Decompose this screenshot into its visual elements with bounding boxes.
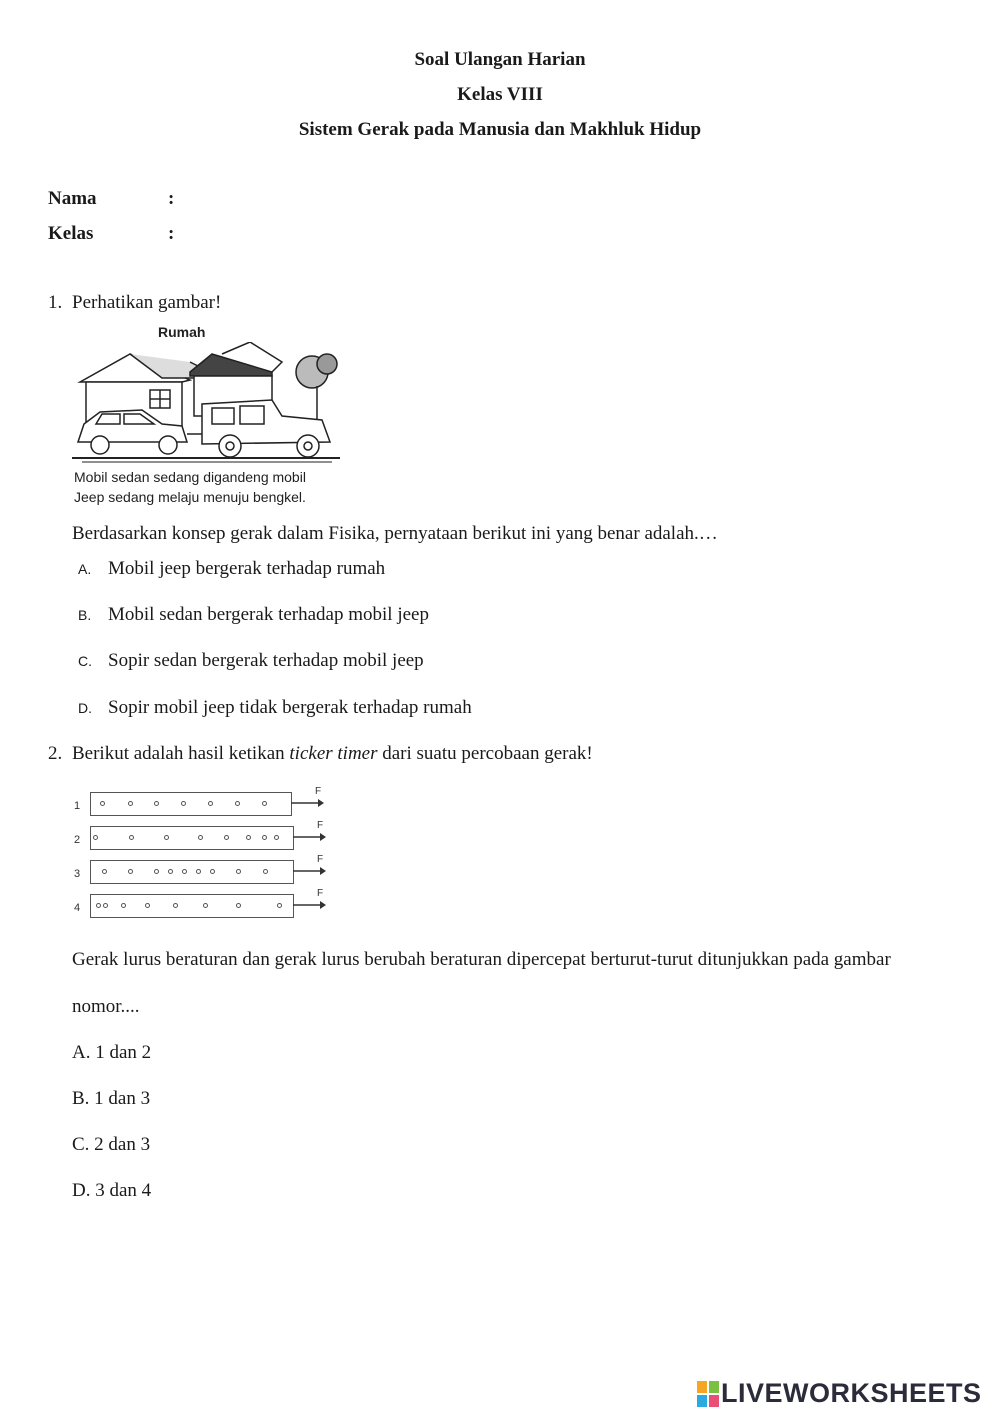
strip-4-force-label: F (317, 888, 324, 899)
tick-dot (96, 903, 101, 908)
strip-3-force-label: F (317, 854, 324, 865)
q1-option-b[interactable]: Mobil sedan bergerak terhadap mobil jeep (108, 604, 429, 625)
worksheet-topic: Sistem Gerak pada Manusia dan Makhluk Hidup (298, 119, 702, 140)
tick-dot (154, 869, 159, 874)
tick-dot (263, 869, 268, 874)
strip-2-arrow-icon (293, 830, 327, 844)
worksheet-title: Soal Ulangan Harian (414, 49, 586, 70)
q1-figure (72, 322, 347, 512)
tick-dot (129, 835, 134, 840)
q1-prompt: Perhatikan gambar! (72, 292, 222, 313)
logo-wordmark: LIVEWORKSHEETS (721, 1378, 982, 1408)
tick-dot (196, 869, 201, 874)
q2-stem-line1: Gerak lurus beraturan dan gerak lurus berubah beraturan dipercepat berturut-turut ditunjukkan pada gambar (72, 949, 891, 970)
tick-dot (274, 835, 279, 840)
worksheet-class: Kelas VIII (457, 84, 543, 105)
tick-dot (128, 869, 133, 874)
strip-4-label: 4 (74, 902, 81, 914)
tick-dot (100, 801, 105, 806)
strip-1-arrow-icon (291, 796, 325, 810)
liveworksheets-logo (697, 1378, 997, 1410)
tick-dot (128, 801, 133, 806)
strip-3-label: 3 (74, 868, 81, 880)
tick-dot (246, 835, 251, 840)
tick-dot (262, 835, 267, 840)
q2-prompt-text: Berikut adalah hasil ketikan (72, 743, 290, 764)
ticker-strip-4 (90, 894, 294, 918)
strip-4-arrow-icon (293, 898, 327, 912)
q2-stem-line2: nomor.... (72, 996, 140, 1017)
ticker-strip-2 (90, 826, 294, 850)
q1-option-c[interactable]: Sopir sedan bergerak terhadap mobil jeep (108, 650, 424, 671)
tick-dot (102, 869, 107, 874)
tick-dot (173, 903, 178, 908)
tick-dot (208, 801, 213, 806)
q2-option-d[interactable]: D. 3 dan 4 (72, 1180, 152, 1201)
name-colon: : (168, 188, 175, 209)
strip-2-force-label: F (317, 820, 324, 831)
tick-dot (181, 801, 186, 806)
tick-dot (203, 903, 208, 908)
figure-house-label: Rumah (158, 324, 206, 340)
ticker-timer-figure (70, 786, 340, 922)
ticker-strip-3 (90, 860, 294, 884)
q1-option-b-letter: B. (78, 607, 92, 623)
tick-dot (277, 903, 282, 908)
logo-badge-icon (697, 1381, 719, 1407)
tick-dot (182, 869, 187, 874)
tick-dot (145, 903, 150, 908)
tick-dot (235, 801, 240, 806)
q2-prompt-text-end: dari suatu percobaan gerak! (377, 743, 593, 764)
tick-dot (93, 835, 98, 840)
strip-3-arrow-icon (293, 864, 327, 878)
tick-dot (198, 835, 203, 840)
q2-option-b[interactable]: B. 1 dan 3 (72, 1088, 151, 1109)
class-label: Kelas (48, 223, 94, 244)
tick-dot (224, 835, 229, 840)
name-label: Nama (48, 188, 97, 209)
q1-option-d-letter: D. (78, 700, 92, 716)
tick-dot (168, 869, 173, 874)
figure-caption-line2: Jeep sedang melaju menuju bengkel. (74, 489, 306, 505)
tick-dot (121, 903, 126, 908)
q1-option-a[interactable]: Mobil jeep bergerak terhadap rumah (108, 558, 386, 579)
tick-dot (154, 801, 159, 806)
q1-option-c-letter: C. (78, 653, 92, 669)
tick-dot (103, 903, 108, 908)
tick-dot (164, 835, 169, 840)
q2-prompt-italic: ticker timer (289, 743, 378, 764)
q1-option-a-letter: A. (78, 561, 92, 577)
q2-prompt (72, 743, 593, 765)
tick-dot (236, 903, 241, 908)
figure-caption-line1: Mobil sedan sedang digandeng mobil (74, 469, 306, 485)
class-colon: : (168, 223, 175, 244)
strip-1-force-label: F (315, 786, 322, 797)
q2-option-a[interactable]: A. 1 dan 2 (72, 1042, 152, 1063)
tick-dot (236, 869, 241, 874)
tick-dot (262, 801, 267, 806)
ticker-strip-1 (90, 792, 292, 816)
q1-option-d[interactable]: Sopir mobil jeep tidak bergerak terhadap rumah (108, 697, 472, 718)
strip-1-label: 1 (74, 800, 81, 812)
house-car-illustration (72, 342, 347, 467)
q1-number: 1. (48, 292, 63, 313)
q2-option-c[interactable]: C. 2 dan 3 (72, 1134, 151, 1155)
tick-dot (210, 869, 215, 874)
q2-number: 2. (48, 743, 63, 764)
strip-2-label: 2 (74, 834, 81, 846)
q1-stem: Berdasarkan konsep gerak dalam Fisika, pernyataan berikut ini yang benar adalah.… (72, 523, 718, 544)
